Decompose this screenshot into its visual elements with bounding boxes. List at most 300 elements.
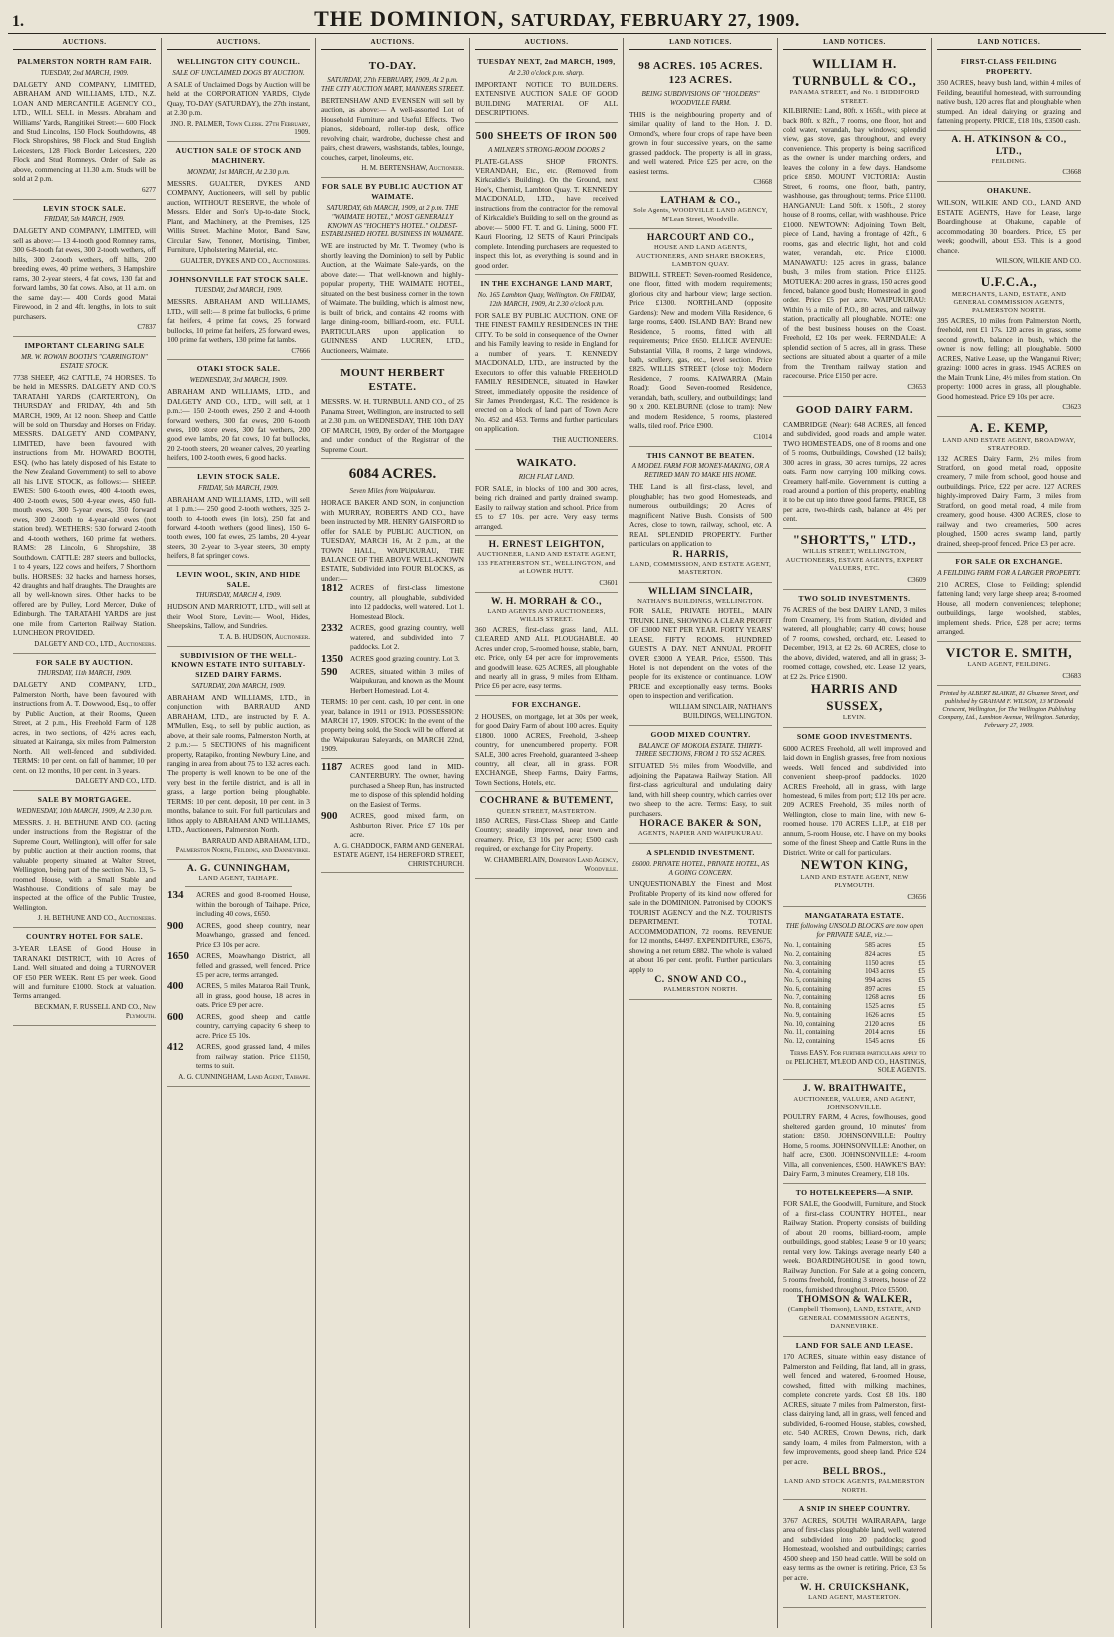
ad-mangatarata xyxy=(783,907,926,1081)
firm-name: W. H. CRUICKSHANK, xyxy=(799,1583,910,1593)
ad-subheading: MONDAY, 1st MARCH, At 2.30 p.m. xyxy=(187,167,290,176)
firm-address: (Campbell Thomson), LAND, ESTATE, AND GENERAL COMMISSION AGENTS, DANNEVIRKE. xyxy=(788,1306,921,1331)
ad-6084-acres xyxy=(321,459,464,759)
listing-text: ACRES of first-class limestone country, all ploughable, subdivided into 12 paddocks, well watered. Lot 1. Homestead Block. xyxy=(350,583,464,621)
ad-heading: TO HOTELKEEPERS—A SNIP. xyxy=(795,1187,914,1197)
firm-address: WILLIS STREET, WELLINGTON, AUCTIONEERS, ESTATE AGENTS, EXPERT VALUERS, ETC. xyxy=(785,548,924,573)
ad-body: 395 ACRES, 10 miles from Palmerston North, freehold, rent £1 17s. 120 acres in grass, some second growth, balance in bush, which the owner is now felling; all ploughable. 5000 ACRES, Native Lease, up the Wanganui River; grazing: 1000 acres in grass. 1945 ACRES on the Main Trunk Line, 4½ miles from station. On property: 1000 acres in grass, all ploughable. Good homestead. Price £9 10s per acre. xyxy=(937,315,1081,401)
ad-clearing-sale xyxy=(13,337,156,654)
table-cell-area: 2120 acres xyxy=(865,1020,895,1028)
list-item xyxy=(321,623,464,651)
ad-cannot-be-beaten xyxy=(629,447,772,583)
ad-heading: LEVIN STOCK SALE. xyxy=(197,471,280,481)
ad-signature: W. CHAMBERLAIN, Dominion Land Agency, Woodville. xyxy=(484,855,618,873)
blocks-table-body xyxy=(783,942,926,1046)
ad-subheading: Seven Miles from Waipukurau. xyxy=(349,487,436,496)
firm-address: PALMERSTON NORTH. xyxy=(663,986,738,994)
ad-body: POULTRY FARM, 4 Acres, fowlhouses, good sheltered garden ground, 10 minutes' from station: £850. JOHNSONVILLE: Poultry Home, 5 rooms. JOHNSONVILLE: Another, on half acre, £300. JOHNSONVILLE: 4-room Villa, all conveniences, £500. HAWKE'S BAY: Dairy Farm, 3 minutes Creamery, £18 10s. xyxy=(783,1112,926,1179)
listing-text: ACRES, situated within 3 miles of Waipukurau, and known as the Mount Herbert Homestead. Lot 4. xyxy=(350,666,464,695)
ad-heading: PALMERSTON NORTH RAM FAIR. xyxy=(17,56,152,66)
firm-name: NEWTON KING, xyxy=(800,857,909,873)
ad-signature: C3683 xyxy=(1062,671,1081,680)
column-grid xyxy=(8,38,1106,1628)
list-item xyxy=(167,890,310,918)
ad-heading: GOOD DAIRY FARM. xyxy=(795,403,914,416)
ad-levin-stock-2 xyxy=(167,468,310,566)
ad-subheading: WEDNESDAY, 10th MARCH, 1909, At 2.30 p.m. xyxy=(16,806,153,815)
table-cell-price: £5 xyxy=(918,1011,925,1019)
firm-name: THOMSON & WALKER, xyxy=(796,1295,913,1306)
ad-cochrane xyxy=(475,792,618,878)
ad-country-hotel xyxy=(13,928,156,1025)
ad-shortts xyxy=(783,529,926,590)
ad-signature: BARRAUD AND ABRAHAM, LTD., Palmerston North, Feilding, and Dannevirke. xyxy=(175,836,310,854)
ad-city-council xyxy=(167,53,310,142)
ad-heading: OHAKUNE. xyxy=(986,186,1032,196)
list-item xyxy=(167,921,310,949)
column-heading: AUCTIONS. xyxy=(167,38,310,50)
ad-sale-or-exchange xyxy=(937,553,1081,641)
table-cell-price: £6 xyxy=(918,994,925,1002)
ad-subheading: TUESDAY, 2nd MARCH, 1909. xyxy=(194,286,283,295)
ad-body: 350 ACRES, heavy bush land, within 4 miles of Feilding, beautiful homestead, with surrounding native bush, 120 acres flat and ploughable when stumped. An ideal dairying or grazing and fattening property. PRICE, £18 10s, £3500 cash. xyxy=(937,78,1081,126)
column-4 xyxy=(470,38,624,1628)
acreage: 900 xyxy=(321,810,338,823)
ad-signature: A. G. CUNNINGHAM, Land Agent, Taihape. xyxy=(178,1072,310,1081)
ad-signature: 6277 xyxy=(142,185,156,194)
ad-body: WILSON, WILKIE AND CO., LAND AND ESTATE AGENTS, Have for Lease, large Boardinghouse at Ohakune, capable of accommodating 30 boarders. Price, £5 per week; goodwill, about £53. This is a good chance. xyxy=(937,198,1081,255)
ad-body: 76 ACRES of the best DAIRY LAND, 3 miles from Creamery, 1½ from Station, divided and watered, all ploughable; carry 40 cows; house of 7 rooms, cowshed, orchard, etc. Leased to December, 1913, at £2 2s. 60 ACRES, close to the above, divided, watered, and all in grass; 3-roomed cottage, cowshed, etc. Lease 12 years, at £2 2s. Price £1900. xyxy=(783,605,926,681)
ad-mokoia-estate xyxy=(629,726,772,844)
table-cell-area: 1150 acres xyxy=(865,959,895,967)
ad-signature: J. H. BETHUNE AND CO., Auctioneers. xyxy=(37,914,156,923)
ad-subheading: THURSDAY, MARCH 4, 1909. xyxy=(195,591,282,600)
table-cell-no: No. 6, containing xyxy=(784,985,832,993)
ad-body: ABRAHAM AND WILLIAMS, LTD., and DALGETY AND CO., LTD., will sell, at 1 p.m.:— 150 2-tooth ewes, 250 2 and 4-tooth forward wethers, 300 fat ewes, 200 6-tooth ewes, 100 store ewes, 300 fat wethers, 200 good ewe lambs, 20 fat cows, 10 fat bullocks, 20 2-tooth steers, 20 weaner calves, 20 yearling heifers, 100 2-tooth ewes, 6 good hacks. xyxy=(167,387,310,463)
ad-signature: C3653 xyxy=(907,382,926,391)
ad-body: MESSRS. ABRAHAM AND WILLIAMS, LTD., will sell:— 8 prime fat bullocks, 6 prime fat heifers, 4 prime fat cows, 25 forward bullocks, 10 prime fat heifers, 25 forward ewes, 100 prime fat wethers, 130 prime fat lambs. xyxy=(167,297,310,345)
column-heading: LAND NOTICES. xyxy=(629,38,772,50)
ad-heading: 6084 ACRES. xyxy=(348,466,437,483)
ad-ufca xyxy=(937,271,1081,417)
list-item xyxy=(167,1042,310,1070)
table-cell-price: £5 xyxy=(918,977,925,985)
ad-waimate-hotel xyxy=(321,178,464,360)
ad-two-investments xyxy=(783,590,926,728)
ad-body: FOR SALE, the Goodwill, Furniture, and Stock of a first-class COUNTRY HOTEL, near Railway Station. Property consists of building of about 20 rooms, billiard-room, ample outbuildings, good stables; Lease 9 or 10 years; rental very low. Takings average nearly £40 a week. BOARDINGHOUSE in good town, Railway Junction. For Sale at a going concern, 5 rooms freehold, fronting 3 streets, house of 22 rooms, furnished throughout. Price £5500. xyxy=(783,1199,926,1294)
ad-otaki-stock xyxy=(167,360,310,467)
list-item xyxy=(321,583,464,621)
firm-address: HOUSE AND LAND AGENTS, AUCTIONEERS, AND SHARE BROKERS, LAMBTON QUAY. xyxy=(635,244,766,269)
ad-heading: FIRST-CLASS FEILDING PROPERTY. xyxy=(960,56,1058,76)
column-2 xyxy=(162,38,316,1628)
ad-subheading: WEDNESDAY, 3rd MARCH, 1909. xyxy=(189,376,288,385)
ad-heading: JOHNSONVILLE FAT STOCK SALE. xyxy=(168,274,309,284)
firm-address: AGENTS, NAPIER AND WAIPUKURAU. xyxy=(637,830,764,838)
table-row xyxy=(783,942,926,951)
firm-name: WILLIAM SINCLAIR, xyxy=(647,586,754,597)
ad-heading: FOR SALE OR EXCHANGE. xyxy=(955,557,1063,567)
ad-heading: 500 SHEETS OF IRON 500 xyxy=(475,129,618,142)
table-cell-no: No. 1, containing xyxy=(784,942,832,950)
table-row xyxy=(783,1003,926,1012)
ad-subheading: A MILNER'S STRONG-ROOM DOORS 2 xyxy=(488,145,605,154)
ad-heading: AUCTION SALE OF STOCK AND MACHINERY. xyxy=(175,146,302,166)
ad-cunningham xyxy=(167,860,310,1087)
ad-body: THE Land is all first-class, level, and ploughable; has two good Homesteads, and numerous outbuildings; 20 Acres of magnificent Native Bush. Consists of 500 Acres, close to town, railway, school, etc. A REAL SPLENDID PROPERTY. Further particulars on application to xyxy=(629,482,772,549)
ad-sinclair xyxy=(629,583,772,726)
ad-chaddock xyxy=(321,759,464,874)
ad-levin-stock xyxy=(13,200,156,337)
ad-signature: JNO. R. PALMER, Town Clerk. 27th February, 1909. xyxy=(170,119,310,137)
table-cell-area: 1043 acres xyxy=(865,968,895,976)
ad-body: FOR SALE BY PUBLIC AUCTION. ONE OF THE FINEST FAMILY RESIDENCES IN THE CITY. To be sold in consequence of the Owner and his Family leaving to reside in England for a number of years. T. KENNEDY MACDONALD, LTD., are instructed by the Executors to offer this valuable FREEHOLD FAMILY RESIDENCE, situated in Hawker Street, immediately opposite the residence of Sir James Prendergast, K.C. The residence is erected on a block of land part of Town Acre No. 452 and 453. Terms and further particulars on application. xyxy=(475,310,618,434)
ad-body: 3767 ACRES, SOUTH WAIRARAPA, large area of first-class ploughable land, well watered and subdivided into 20 paddocks; good Homestead, woolshed and outbuildings; carries 4500 sheep and 150 head cattle. Will be sold on easy terms as the owner is retiring. Price, £3 5s per acre. xyxy=(783,1515,926,1582)
acreage: 590 xyxy=(321,665,338,678)
table-cell-area: 1268 acres xyxy=(865,994,895,1002)
ad-terms: TERMS: 10 per cent. cash, 10 per cent. in one year, balance in 1911 or 1913. POSSESSION: MARCH 17, 1909. STOCK: In the event of the property being sold, the Stock will be offered at the Waipukurau Saleyards, on MARCH 22nd, 1909. xyxy=(321,697,464,754)
ad-subdivision xyxy=(167,647,310,860)
ad-subheading: FRIDAY, 5th MARCH, 1909. xyxy=(198,483,279,492)
ad-heading: OTAKI STOCK SALE. xyxy=(196,364,281,374)
ad-subheading: A MODEL FARM FOR MONEY-MAKING, OR A RETIRED MAN TO MAKE HIS HOME. xyxy=(631,462,770,480)
table-cell-no: No. 3, containing xyxy=(784,959,832,967)
firm-name: J. W. BRAITHWAITE, xyxy=(802,1084,907,1095)
ad-body: 2 HOUSES, on mortgage, let at 30s per week, for good Dairy Farm of about 100 acres. Equity £1800. 1000 ACRES, Freehold, 3-sheep country, for unencumbered property. FOR SALE, 300 acres Freehold, guaranteed 3-sheep country, all clear, all in grass. FOR EXCHANGE, Sheep Farms, Dairy Farms, Town Sections, Hotels, etc. xyxy=(475,711,618,787)
firm-name: HORACE BAKER & SON, xyxy=(639,819,762,830)
ad-heading: MOUNT HERBERT ESTATE. xyxy=(340,367,445,394)
ad-body: IMPORTANT NOTICE TO BUILDERS. EXTENSIVE AUCTION SALE OF GOOD BUILDING MATERIAL OF ALL DESCRIPTIONS. xyxy=(475,79,618,118)
ad-body: KILBIRNIE: Land, 80ft. x 165ft., with piece at back 80ft. x 82ft., 7 rooms, one floor, hot and cold water, verandah, bay windows; splendid view, gas stove, gas throughout, and every convenience. This property is being sacrificed as the owner is under marching orders, and leaves the colony in a few days. Handsome price £850. MOUNT VICTORIA: Austin Street, 6 rooms, one floor, bath, pantry, washhouse, gas throughout; terms. Price £1100. HANGANUI: Land 50ft. x 150ft., 2 storey house of 8 rooms, cellar, with washhouse. Price £1000. NEWTOWN: Adjoining Town Belt, piece of Land, having a frontage of 42ft., 6 rooms, gas and electric light, hot and cold water, verandah, etc. Price £1000. MANAWATU: 125 acres in grass, balance bush, 3 miles from station. Price £1125. MOTUEKA: 200 acres in grass, 150 acres good fenced, balance good bush; Homestead in good order. Price £5 per acre. WAIPUKURAU: Within ½ a mile of P.O., 80 acres, and railway station, practically all ploughable. NOTE: one of the best business houses on the Coast. Freehold, £2 10s per week. FERNDALE: A splendid section of 5 acres, all in grass. These sections are situated about a quarter of a mile from the Trentham railway station and racecourse. Price £150 per acre. xyxy=(783,106,926,381)
firm-name: W. H. MORRAH & CO., xyxy=(490,596,602,607)
table-cell-no: No. 4, containing xyxy=(784,968,832,976)
ad-heading: FOR SALE BY PUBLIC AUCTION AT WAIMATE. xyxy=(322,182,463,201)
ad-heading: SUBDIVISION OF THE WELL-KNOWN ESTATE INTO SUITABLY-SIZED DAIRY FARMS. xyxy=(171,650,306,680)
firm-name: A. G. CUNNINGHAM, xyxy=(186,863,291,874)
column-5 xyxy=(624,38,778,1628)
firm-address: LAND AND ESTATE AGENT, BROADWAY, STRATFORD. xyxy=(942,436,1076,453)
firm-address: QUEEN STREET, MASTERTON. xyxy=(496,807,597,815)
firm-name: "SHORTTS," LTD., xyxy=(792,531,917,547)
ad-kemp xyxy=(937,417,1081,553)
list-item xyxy=(167,981,310,1009)
list-item xyxy=(167,951,310,979)
ad-signature: A. G. CHADDOCK, FARM AND GENERAL ESTATE AGENT, 154 HEREFORD STREET, CHRISTCHURCH. xyxy=(333,841,464,868)
firm-address: LAND, COMMISSION, AND ESTATE AGENT, MASTERTON. xyxy=(629,560,772,577)
ad-mortgagee-sale xyxy=(13,791,156,928)
firm-address: LAND AND ESTATE AGENT, NEW PLYMOUTH. xyxy=(800,873,909,890)
ad-body: 6000 ACRES Freehold, all well improved and laid down in English grasses, free from noxious weeds. Well fenced and subdivided into convenient sheep-proof paddocks. 1020 ACRES Freehold, all in grass, with large homestead, 6 miles from port; £12 10s per acre. 209 ACRES Freehold, 35 miles north of Wellington, close to main line, with new 6-roomed house. 170 ACRES L.I.P., at £18 per annum, 5-room House, etc. I have on my books some of the finest Sheep and Cattle Runs in the District. Write or call for particulars. xyxy=(783,743,926,857)
acreage: 1650 xyxy=(167,950,189,963)
firm-address: NATHAN'S BUILDINGS, WELLINGTON. xyxy=(637,597,764,605)
ad-heading: TO-DAY. xyxy=(368,59,417,72)
ad-tuesday-next xyxy=(475,53,618,123)
firm-address: LAND AND STOCK AGENTS, PALMERSTON NORTH. xyxy=(784,1478,925,1494)
ad-heading: LAND FOR SALE AND LEASE. xyxy=(795,1340,914,1350)
table-cell-no: No. 10, containing xyxy=(784,1020,835,1028)
firm-name: C. SNOW AND CO., xyxy=(654,975,747,986)
firm-name: R. HARRIS, xyxy=(672,549,729,560)
ad-heading: IN THE EXCHANGE LAND MART, xyxy=(480,279,613,289)
listing-text: ACRES good land in MID-CANTERBURY. The owner, having purchased a Sheep Run, has instructed me to dispose of this splendid holding on the Easiest of Terms. xyxy=(350,761,464,809)
column-heading: AUCTIONS. xyxy=(13,38,156,50)
ad-body: 170 ACRES, situate within easy distance of Palmerston and Feilding, flat land, all in grass, well fenced and watered, 6-roomed House, cowshed, fitted with milking machines, complete concrete yards. Cost £8 10s. 180 ACRES, situate 7 miles from Palmerston, first-class dairying land, all in grass, well fenced and subdivided, 6-roomed House, stables, cowshed, etc. 540 ACRES, Crown Dewns, rich, dark sandy loam, 4 miles from Palmerston, with a few improvements, good sheep land. Price £24 per acre. xyxy=(783,1352,926,1466)
ad-body: MESSRS. W. H. TURNBULL AND CO., of 25 Panama Street, Wellington, are instructed to sell at 2.30 p.m. on WEDNESDAY, THE 10th DAY OF MARCH, 1909, By order of the Mortgagee and under conduct of the Registrar of the Supreme Court. xyxy=(321,397,464,454)
listing-text: ACRES, good sheep and cattle country, carrying capacity 6 sheep to acre. Price £5 10s. xyxy=(196,1011,310,1040)
ad-braithwaite xyxy=(783,1080,926,1183)
ad-body: BERTENSHAW AND EVENSEN will sell by auction, as above:— A well-assorted Lot of Household Furniture and Useful Effects. Two pianos, sideboard, roller-top desk, office revolving chair, wardrobe, duchesse chest and pairs, chest drawers, washstands, tables, lounge, couches, carpet, linoleums, etc. xyxy=(321,95,464,162)
ad-body: ABRAHAM AND WILLIAMS, LTD., will sell at 1 p.m.:— 250 good 2-tooth wethers, 325 2-tooth to 4-tooth ewes (in lots), 250 fat and forward 4-tooth wethers (good lines), 150 6-tooth ewes, 100 fat ewes, 25 lambs, 20 4-year steers, 30 2-year to 3-year steers, 30 empty heifers, 8 fat springer cows. xyxy=(167,494,310,561)
firm-name: HARCOURT AND CO., xyxy=(646,233,755,244)
ad-heading: WELLINGTON CITY COUNCIL. xyxy=(176,56,301,66)
column-heading: LAND NOTICES. xyxy=(937,38,1081,50)
acreage: 2332 xyxy=(321,622,343,635)
listing-text: ACRES and good 8-roomed House, within the borough of Taihape. Price, including 40 cows, £650. xyxy=(196,890,310,919)
ad-subheading: MR. W. ROWAN BOOTH'S "CARRINGTON" ESTATE STOCK. xyxy=(21,352,148,370)
column-heading: LAND NOTICES. xyxy=(783,38,926,50)
table-cell-price: £5 xyxy=(918,942,925,950)
firm-name: VICTOR E. SMITH, xyxy=(945,644,1073,660)
ad-signature: T. A. B. HUDSON, Auctioneer. xyxy=(218,632,310,641)
ad-city-auction-mart xyxy=(321,53,464,178)
ad-sale-by-auction xyxy=(13,654,156,791)
firm-address: AUCTIONEER, LAND AND ESTATE AGENT, 133 FEATHERSTON ST., WELLINGTON, and at LOWER HUTT. xyxy=(476,551,617,576)
table-cell-price: £5 xyxy=(918,951,925,959)
firm-name: HARRIS AND SUSSEX, xyxy=(810,681,899,713)
column-heading: AUCTIONS. xyxy=(321,38,464,50)
column-3 xyxy=(316,38,470,1628)
ad-mount-herbert xyxy=(321,360,464,459)
firm-name: H. ERNEST LEIGHTON, xyxy=(488,540,605,551)
ad-ohakune xyxy=(937,182,1081,270)
table-cell-area: 897 acres xyxy=(865,985,892,993)
newspaper-name: THE DOMINION, xyxy=(314,6,505,31)
table-row xyxy=(783,994,926,1003)
table-row xyxy=(783,960,926,969)
ad-heading: LEVIN WOOL, SKIN, AND HIDE SALE. xyxy=(176,569,301,589)
ad-heading: THIS CANNOT BE BEATEN. xyxy=(646,450,755,460)
ad-signature: C1014 xyxy=(753,432,772,441)
table-row xyxy=(783,1029,926,1038)
acreage: 1187 xyxy=(321,760,343,773)
ad-subheading: A FEILDING FARM FOR A LARGER PROPERTY. xyxy=(937,568,1081,577)
dateline: SATURDAY, FEBRUARY 27, 1909. xyxy=(510,10,800,30)
ad-body: ABRAHAM AND WILLIAMS, LTD., in conjunction with BARRAUD AND ABRAHAM, LTD., are instructed by F. A. M'Mullen, Esq., to sell by public auction, as above, at their sale rooms, Palmerston North, at 2 p.m.:— 5 SECTIONS of his magnificent property, Ratapiko, fronting Newbury Line, and ranging in area from about 75 to 132 acres each. The property is well known to be one of the very best in the fertile district, and is all in grass, a large portion being ploughable. TERMS: 10 per cent. deposit, 10 per cent. in 3 months, balance to suit. For full particulars and lithos apply to ABRAHAM AND WILLIAMS, LTD., Auctioneers, Palmerston North. xyxy=(167,692,310,835)
masthead xyxy=(8,6,1106,34)
ad-body: CAMBRIDGE (Near): 648 ACRES, all fenced and subdivided, good roads and ample water. TWO HOMESTEADS, one of 8 rooms and one of 5 rooms, Outbuildings, Cowshed (12 bails); 300 acres in grass, 30 acres turnips, 22 acres oats. Farm now carrying 100 milking cows. Creamery half-mile. Government is cutting a road around a portion of this property, enabling it to be cut up into three good farms. PRICE, £8 per acre, two-thirds cash, balance at 4½ per cent. xyxy=(783,419,926,524)
ad-subheading: THE following UNSOLD BLOCKS are now open for PRIVATE SALE, viz.:— xyxy=(785,922,924,940)
ad-subheading: SATURDAY, 6th MARCH, 1909, at 2 p.m. THE "WAIMATE HOTEL," MOST GENERALLY KNOWN AS "HOCHEY'S HOTEL." OLDEST-ESTABLISHED HOTEL BUSINESS IN WAIMATE. xyxy=(321,203,464,239)
firm-address: AUCTIONEER, VALUER, AND AGENT, JOHNSONVILLE. xyxy=(793,1095,916,1112)
ad-heading: LEVIN STOCK SALE. xyxy=(43,203,126,213)
ad-exchange-land-mart xyxy=(475,275,618,450)
listing-text: ACRES, 5 miles Mataroa Rail Trunk, all in grass, good house, 18 acres in oats. Price £9 per acre. xyxy=(196,981,310,1010)
ad-body: WE are instructed by Mr. T. Twomey (who is shortly leaving the Dominion) to sell by Public Auction, at the Waimate Sale-yards, on the above date:— That well-known and highly-popular property, THE WAIMATE HOTEL, situated on the best business corner in the town of Waimate. The building, which is almost new, is built of brick, and contains 42 rooms with large dining-room, billiard-room, etc. FULL PARTICULARS upon application to GUINNESS AND LUCREN, LTD., Auctioneers, Waimate. xyxy=(321,241,464,355)
ad-body: 3-YEAR LEASE of Good House in TARANAKI DISTRICT, with 10 Acres of Land. Well situated and doing a TURNOVER OF £50 PER WEEK. Rent £5 per week. Good will and furniture £1000. Stock at valuation. Terms arranged. xyxy=(13,944,156,1001)
divider xyxy=(185,886,292,887)
ad-heading: A SNIP IN SHEEP COUNTRY. xyxy=(798,1504,911,1513)
ad-body: FOR SALE, in blocks of 100 and 300 acres, being rich drained and partly drained swamp. Easily to railway station and school. Price from £5 to £7 10s. per acre. Very easy terms arranged. xyxy=(475,483,618,531)
table-cell-area: 585 acres xyxy=(865,942,892,950)
ad-signature: DALGETY AND CO., LTD., Auctioneers. xyxy=(34,639,156,648)
ad-heading: TWO SOLID INVESTMENTS. xyxy=(798,593,911,603)
ad-subheading: BEING SUBDIVISIONS OF "HOLDERS" WOODVILLE FARM. xyxy=(641,90,760,108)
firm-address: LAND AGENT, TAIHAPE. xyxy=(198,874,279,882)
firm-name: A. H. ATKINSON & CO., LTD., xyxy=(951,134,1067,157)
ad-signature: THE AUCTIONEERS. xyxy=(552,435,618,444)
table-cell-no: No. 11, containing xyxy=(784,1029,835,1037)
ad-heading: IMPORTANT CLEARING SALE xyxy=(24,341,145,351)
ad-turnbull xyxy=(783,53,926,397)
listing-text: ACRES, good sheep country, near Moawhango, grassed and fenced. Price £3 10s per acre. xyxy=(196,920,310,949)
table-cell-no: No. 12, containing xyxy=(784,1037,835,1045)
ad-subheading: THURSDAY, 11th MARCH, 1909. xyxy=(37,669,132,678)
table-cell-no: No. 5, containing xyxy=(784,977,832,985)
ad-signature: WILSON, WILKIE AND CO. xyxy=(995,256,1081,265)
listing-text: ACRES, Moawhango District, all felled and grassed, well fenced. Price £5 per acre, terms arranged. xyxy=(196,951,310,979)
ad-subheading: RICH FLAT LAND. xyxy=(518,472,575,481)
table-cell-area: 2014 acres xyxy=(865,1029,895,1037)
ad-body: PLATE-GLASS SHOP FRONTS. VERANDAH, Etc., etc. (Removed from Kirkcaldie's Building). On the Ground, next Hoe's, Chemist, Lambton Quay. T. KENNEDY MACDONALD, LTD., have received instructions from the contractor for the removal of Kirkcaldie's Building to sell on the ground as above:— 5000 FT. T. and G. Lining, 5000 FT. Kauri Flooring, 12 SETS of Kauri Principals complete. Intending purchasers are requested to inspect this lot, as everything is sound and in good order. xyxy=(475,156,618,270)
ad-machinery-sale xyxy=(167,142,310,270)
ad-latham xyxy=(629,192,772,229)
ad-heading: GOOD MIXED COUNTRY. xyxy=(650,729,751,739)
ad-body: THIS is the neighbouring property and of similar quality of land to the Hon. J. D. Ormond's, where four crops of rape have been grown in four successive years, on the same grassed paddock. The property is all in grass, and well watered. Price £25 per acre, on the easiest terms. xyxy=(629,110,772,176)
table-cell-no: No. 2, containing xyxy=(784,951,832,959)
ad-body: MESSRS. GUALTER, DYKES AND COMPANY, Auctioneers, will sell by public auction, WITHOUT RESERVE, the whole of Messrs. Elder and Son's Up-to-date Stock, Plant, and Machinery, at the Premises, 125 Willis Street. Machine Motor, Band Saw, Circular Saw, Tenoner, Mortising, Timber, Furniture, Upholstering Material, etc. xyxy=(167,178,310,255)
table-cell-price: £6 xyxy=(918,1037,925,1045)
ad-some-investments xyxy=(783,728,926,907)
firm-address: LAND AGENTS AND AUCTIONEERS, WILLIS STREET. xyxy=(487,607,606,624)
ad-body: 210 ACRES, Close to Feilding; splendid fattening land; very large sheep area; 8-roomed House, all modern conveniences; telephone; outbuildings, large woolshed, stables, implement sheds. Price, £28 per acre; terms arranged. xyxy=(937,579,1081,637)
ad-subheading: At 2.30 o'clock p.m. sharp. xyxy=(509,68,584,77)
ad-sheep-country xyxy=(783,1500,926,1608)
ad-body: 360 ACRES, first-class grass land, ALL CLEARED AND ALL PLOUGHABLE. 40 Acres under crop, 5-roomed house, stable, barn, etc. Price, only £4 per acre for improvements and goodwill lease. 625 ACRES, all ploughable and nearly all in grass, 9 miles from Eltham. Price £6 per acre, easy terms. xyxy=(475,624,618,691)
ad-wool-sale xyxy=(167,566,310,647)
table-cell-price: £5 xyxy=(918,1003,925,1011)
table-cell-area: 1545 acres xyxy=(865,1037,895,1045)
firm-name: LATHAM & CO., xyxy=(660,196,741,207)
table-cell-price: £5 xyxy=(918,968,925,976)
ad-building-material xyxy=(475,123,618,276)
ad-body: HUDSON AND MARRIOTT, LTD., will sell at their Wool Store, Levin:— Wool, Hides, Sheepskins, Tallow, and Sundries. xyxy=(167,602,310,631)
table-row xyxy=(783,986,926,995)
firm-address: LAND AGENT, FEILDING. xyxy=(967,661,1051,669)
ad-for-exchange xyxy=(475,696,618,792)
column-6 xyxy=(778,38,932,1628)
firm-name: WILLIAM H. TURNBULL & CO., xyxy=(792,55,917,88)
list-item xyxy=(167,1012,310,1040)
ad-heading: A SPLENDID INVESTMENT. xyxy=(646,847,755,857)
acreage: 1812 xyxy=(321,582,343,595)
ad-heading: SOME GOOD INVESTMENTS. xyxy=(796,731,913,741)
ad-waikato xyxy=(475,450,618,536)
ad-body: 1850 ACRES, First-Class Sheep and Cattle Country; steadily improved, near town and creamery. Price, £3 10s per acre; £500 cash required, or exchange for City Property. xyxy=(475,816,618,854)
firm-name: A. E. KEMP, xyxy=(969,420,1049,436)
page-number: 1. xyxy=(12,13,24,30)
ad-morrah xyxy=(475,593,618,696)
ad-hotelkeepers xyxy=(783,1184,926,1337)
ad-signature: C3656 xyxy=(907,892,926,901)
firm-address: PANAMA STREET, and No. 1 BIDDIFORD STREET. xyxy=(789,89,920,105)
table-cell-no: No. 9, containing xyxy=(784,1011,832,1019)
ad-harcourt xyxy=(629,229,772,446)
acreage: 900 xyxy=(167,919,184,932)
ad-subheading: SATURDAY, 20th MARCH, 1909. xyxy=(191,681,286,690)
listing-text: ACRES good grazing country. Lot 3. xyxy=(350,653,460,663)
acreage: 134 xyxy=(167,889,184,902)
ad-subheading: TUESDAY, 2nd MARCH, 1909. xyxy=(40,68,129,77)
table-cell-price: £5 xyxy=(918,985,925,993)
column-1 xyxy=(8,38,162,1628)
firm-address: FEILDING. xyxy=(991,158,1027,166)
ad-signature: C3668 xyxy=(753,178,772,187)
ad-signature: C3601 xyxy=(599,578,618,587)
table-cell-no: No. 8, containing xyxy=(784,1003,832,1011)
ad-body: 132 ACRES Dairy Farm, 2½ miles from Stratford, on good metal road, opposite creamery, 7 mile from school, good house and outbuildings. Price, £22 per acre. 127 ACRES highly-improved Dairy Farm, 3 miles from Stratford, on good metal road, 4 mile from creamery, good house. 4300 ACRES, close to railway and two creameries, 500 acres ploughed, 1500 acres swamp land, partly drained, sheep-proof fenced. Price £3 per acre. xyxy=(937,453,1081,548)
table-row xyxy=(783,977,926,986)
table-row xyxy=(783,1012,926,1021)
table-cell-no: No. 7, containing xyxy=(784,994,832,1002)
firm-address: Sole Agents, WOODVILLE LAND AGENCY, M'Lean Street, Woodville. xyxy=(633,207,768,223)
table-cell-area: 824 acres xyxy=(865,951,892,959)
ad-heading: SALE BY MORTGAGEE. xyxy=(37,795,132,805)
ad-heading: FOR EXCHANGE. xyxy=(512,699,581,709)
ad-body: BIDWILL STREET: Seven-roomed Residence, one floor, fitted with modern requirements; glorious city and harbour view; large section. Price £1300. NORTHLAND (opposite Gardens): New and modern Villa Residence, 6 large rooms, £400. ISLAND BAY: Brand new Residence, 5 rooms, fitted with all requirements; Price £650. ELLICE AVENUE: Substantial Villa, 8 rooms, 2 large windows, bath, scullery, gas, etc., level section. Price £825. WILLIS STREET (close to): Modern Residence, 7 rooms. KAIWARRA (Main Road): Good Seven-roomed Residence, verandah, bath, scullery, and outbuildings; land 90 x 200. KELBURNE (close to tram): New and modern Residence, 5 rooms, plastered walls, tiled roof. Price £900. xyxy=(629,269,772,431)
table-cell-price: £5 xyxy=(918,959,925,967)
ad-body: A SALE of Unclaimed Dogs by Auction will be held at the CORPORATION YARDS, Clyde Quay, TO-DAY (SATURDAY), the 27th instant, at 2.30 p.m. xyxy=(167,79,310,118)
ad-signature: WILLIAM SINCLAIR, NATHAN'S BUILDINGS, WELLINGTON. xyxy=(669,702,772,720)
ad-atkinson xyxy=(937,131,1081,183)
ad-body: UNQUESTIONABLY the Finest and Most Profitable Property of its kind now offered for sale in the DOMINION. Patronised by COOK'S TOURIST AGENCY and the N.Z. TOURISTS DEPARTMENT. TOTAL ACCOMMODATION, 72 rooms. REVENUE for 12 months, £4497. EXPENDITURE, £3675, showing a net return £882. The whole is valued at about 16 per cent. profit. Further particulars apply to xyxy=(629,879,772,974)
ad-signature: C3609 xyxy=(907,575,926,584)
table-cell-price: £6 xyxy=(918,1029,925,1037)
table-cell-price: £6 xyxy=(918,1020,925,1028)
ad-land-sale-lease xyxy=(783,1337,926,1500)
ad-splendid-investment xyxy=(629,844,772,1000)
ad-heading: TUESDAY NEXT, 2nd MARCH, 1909, xyxy=(477,56,616,66)
ad-body: SITUATED 5½ miles from Woodville, and adjoining the Papatawa Railway Station. All first-class agricultural and undulating dairy land, with hill sheep country, which carries over two sheep to the acre. Terms: Easy, to suit purchasers. xyxy=(629,761,772,818)
ad-signature: BECKMAN, F. RUSSELL AND CO., New Plymouth. xyxy=(34,1002,156,1020)
ad-subheading: SALE OF UNCLAIMED DOGS BY AUCTION. xyxy=(172,68,305,77)
table-cell-area: 1626 acres xyxy=(865,1011,895,1019)
list-item xyxy=(321,667,464,695)
list-item xyxy=(321,654,464,665)
table-cell-area: 1525 acres xyxy=(865,1003,895,1011)
list-item xyxy=(321,762,464,809)
table-cell-area: 994 acres xyxy=(865,977,892,985)
column-7 xyxy=(932,38,1086,1628)
ad-heading: WAIKATO. xyxy=(516,456,577,469)
firm-address: MERCHANTS, LAND, ESTATE, AND GENERAL COMMISSION AGENTS, PALMERSTON NORTH. xyxy=(951,290,1067,315)
ad-body: DALGETY AND COMPANY, LIMITED, will sell as above:— 13 4-tooth good Romney rams, 300 6-8-tooth fat ewes, 300 2-tooth wethers, off hills, 300 2-tooth wethers, off hills, 200 breeding ewes, 40 prime wethers, 3 Hampshire rams, 30 2-year steers, 4 fat cows, 130 fat and forward lambs, 30 fat cows. Also, at 11 a.m. on the same day:— 400 Cords good Matai Firewood, in 2 and 4ft. lengths, in lots to suit purchasers. xyxy=(13,226,156,321)
blocks-table xyxy=(783,942,926,1046)
ad-body: MESSRS. J. H. BETHUNE AND CO. (acting under instructions from the Registrar of the Supreme Court, Wellington), will offer for sale by public auction at their auction rooms, that valuable property situated at Walter Street, Wellington, being part of the section No. 13, 5-roomed House, with a Small Stable and Washhouse. Conditions of sale may be inspected at the office of the Public Trustee, Wellington. xyxy=(13,817,156,912)
table-row xyxy=(783,968,926,977)
table-row xyxy=(783,1021,926,1030)
acreage: 1350 xyxy=(321,652,343,665)
ad-heading: 98 ACRES. 105 ACRES. 123 ACRES. xyxy=(638,59,763,87)
ad-subheading: No. 165 Lambton Quay, Wellington. On FRIDAY, 12th MARCH, 1909, At 2.30 o'clock p.m. xyxy=(477,290,616,308)
printer-imprint: Printed by ALBERT BLAIKIE, 81 Ghuznee Street, and published by GRAHAM F. WILSON, 13 M'Donald Crescent, Wellington, for The Wellington Publishing Company, Ltd., Lambton Avenue, Wellington. Saturday, February 27, 1909. xyxy=(938,689,1080,730)
acreage: 600 xyxy=(167,1010,184,1023)
ad-body: 7738 SHEEP, 462 CATTLE, 74 HORSES. To be held in MESSRS. DALGETY AND CO.'S TARATAHI YARDS (CARTERTON), On THURSDAY and FRIDAY, 4th and 5th MARCH, 1909, At 12 noon. Sheep and Cattle will be sold on Thursday and Horses on Friday. MESSRS. DALGETY AND COMPANY, LIMITED, have been favoured with instructions from Mr. HOWARD BOOTH, ESQ. (who has lately disposed of his Estate to the New Zealand Government) to sell to above all his LIVE STOCK, as follows:— SHEEP. EWES: 500 6-tooth ewes, 400 4-tooth ewes, 400 2-tooth ewes, 500 4-year ewes, 450 full-mouth ewes, 300 5-year ewes, 350 forward ewes, 300 2-tooth to 4-year-old ewes (not station bred). WETHERS: 530 forward 2-tooth and 4-tooth wethers, 160 prime fat wethers. RAMS: 28 Lincoln, 6 Shropshire, 38 Southdown. CATTLE: 287 steers and bullocks, 1 to 4 years, 122 cows and heifers, 7 Shorthorn bulls. HORSES: 32 hacks and harness horses, 42 draughts and half draughts. The Draughts are all by well-known sires. Other hacks to be offered are by Pulley, Lord Mercer, Duke of Edinburgh. The TARATAHI YARDS are just one mile from Carterton Railway Station. LUNCHEON PROVIDED. xyxy=(13,372,156,638)
ad-signature: Terms EASY. For further particulars apply to de PELICHET, M'LEOD AND CO., HASTINGS, SOLE AGENTS. xyxy=(785,1048,926,1075)
ad-leighton xyxy=(475,536,618,592)
column-heading: AUCTIONS. xyxy=(475,38,618,50)
ad-signature: C7837 xyxy=(137,323,156,332)
ad-signature: C3623 xyxy=(1062,403,1081,412)
